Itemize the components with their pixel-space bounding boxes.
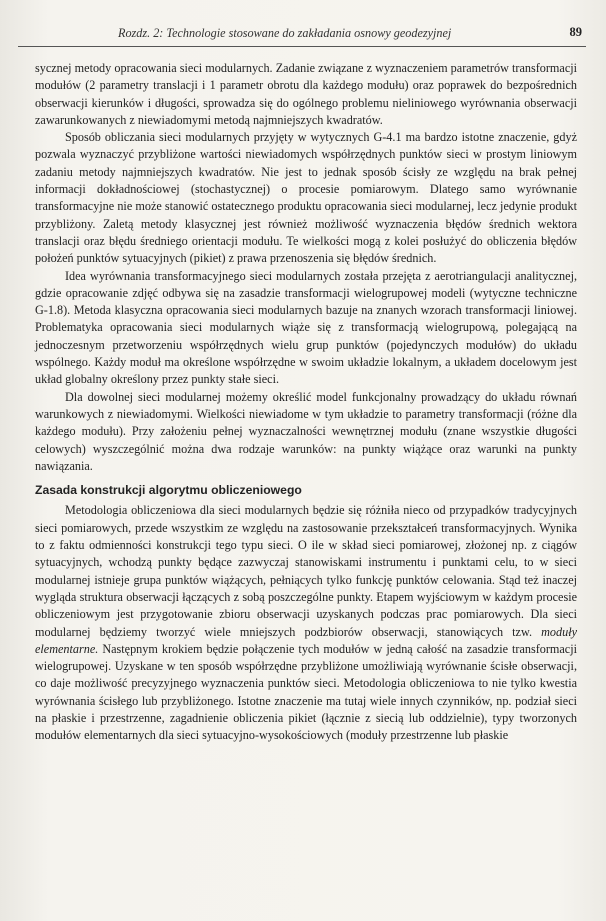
- emphasis-term: moduły elementarne.: [35, 624, 577, 656]
- paragraph: Dla dowolnej sieci modularnej możemy określić model funkcjonalny prowadzący do układu równań warunkowych z niewiadomymi. Wielkości niewiadome w tym układzie to parametry transformacji (różne dla każdego modułu). Przy założeniu pełnej wyznaczalności wewnętrznej modułu (znane wszystkie długości celowych) wyszczególnić można dwa rodzaje warunków: na punkty wiążące oraz warunki na punkty nawiązania.: [35, 389, 577, 473]
- paragraph: [35, 502, 577, 744]
- paragraph-text: Metodologia obliczeniowa dla sieci modularnych będzie się różniła nieco od przypadków tradycyjnych sieci pomiarowych, przede wszystkim ze względu na zastosowanie przekształceń transformacyjnych. Wynika to z faktu odmienności konstrukcji tego typu sieci. O ile w skład sieci pomiarowej, złożonej np. z ciągów sytuacyjnych, wchodzą punkty będące zazwyczaj stanowiskami instrumentu i punktami celu, to w sieci modularnej istnieje grupa punktów wiążących, pełniących tylko funkcję punktów celowania. Stąd też inaczej wygląda struktura obserwacji łączących z sobą poszczególne punkty. Etapem wyjściowym w każdym procesie obliczeniowym jest przygotowanie zbioru obserwacji uzyskanych podczas prac pomiarowych. Dla sieci modularnej będziemy tworzyć wiele mniejszych podzbiorów obserwacji, stanowiących tzw.: [35, 503, 577, 639]
- paragraph: Idea wyrównania transformacyjnego sieci modularnych została przejęta z aerotriangulacji analitycznej, gdzie opracowanie zdjęć odbywa się na zasadzie transformacji wielogrupowej modeli (wytyczne techniczne G-1.8). Metoda klasyczna opracowania sieci modularnych bazuje na znanych wzorach transformacji liniowej. Problematyka opracowania sieci modularnych wiąże się z transformacją wielogrupową, polegającą na jednoczesnym przetworzeniu współrzędnych wielu grup punktów (pojedynczych modułów) do układu wspólnego. Każdy moduł ma określone współrzędne w swoim układzie lokalnym, a układem docelowym jest układ globalny określony przez punkty stałe sieci.: [35, 268, 577, 387]
- section-heading: Zasada konstrukcji algorytmu obliczeniowego: [35, 483, 302, 498]
- paragraph-text: Następnym krokiem będzie połączenie tych modułów w jedną całość na zasadzie transformacji wielogrupowej. Uzyskane w ten sposób współrzędne przybliżone umożliwiają wyrównanie ścisłe obserwacji, co daje możliwość precyzyjnego wyznaczenia punktów sieci. Metodologia obliczeniowa to nie tylko kwestia wyrównania ścisłego lub przybliżonego. Istotne znaczenie ma tutaj wiele innych czynników, np. podział sieci na płaskie i przestrzenne, zagadnienie obliczenia pikiet (łącznie z siecią lub oddzielnie), typy tworzonych modułów elementarnych dla sieci sytuacyjno-wysokościowych (moduły przestrzenne lub płaskie: [35, 641, 577, 743]
- running-title: Rozdz. 2: Technologie stosowane do zakładania osnowy geodezyjnej: [118, 26, 452, 40]
- body-text: [35, 60, 577, 745]
- paragraph-continued: sycznej metody opracowania sieci modularnych. Zadanie związane z wyznaczeniem parametrów transformacji modułów (2 parametry translacji i 1 parametr obrotu dla każdego modułu) oraz poprawek do bezpośrednich obserwacji kierunków i długości, sprowadza się do ogólnego problemu nieliniowego wyrównania obserwacji zawarunkowanych z niewiadomymi metodą najmniejszych kwadratów.: [35, 61, 577, 127]
- page-header: [18, 22, 586, 47]
- page-number: 89: [569, 25, 582, 39]
- paragraph: Sposób obliczania sieci modularnych przyjęty w wytycznych G-4.1 ma bardzo istotne znaczenie, gdyż pozwala wyznaczyć przybliżone wartości niewiadomych współrzędnych punktów sieci w prostym liniowym zadaniu metody najmniejszych kwadratów. Nie jest to jednak sposób ścisły ze względu na brak pełnej informacji dokładnościowej (stochastycznej) o procesie pomiarowym. Dlatego samo wyrównanie transformacyjne nie może stanowić ostatecznego produktu opracowania sieci modularnej, lecz jedynie produkt przybliżony. Zaletą metody klasycznej jest również możliwość wyznaczenia błędów średnich wektora translacji oraz błędu średniego orientacji modułu. Te wielkości mogą z kolei posłużyć do obliczenia błędów położeń punktów sytuacyjnych (pikiet) z prawa przenoszenia się błędów średnich.: [35, 130, 577, 266]
